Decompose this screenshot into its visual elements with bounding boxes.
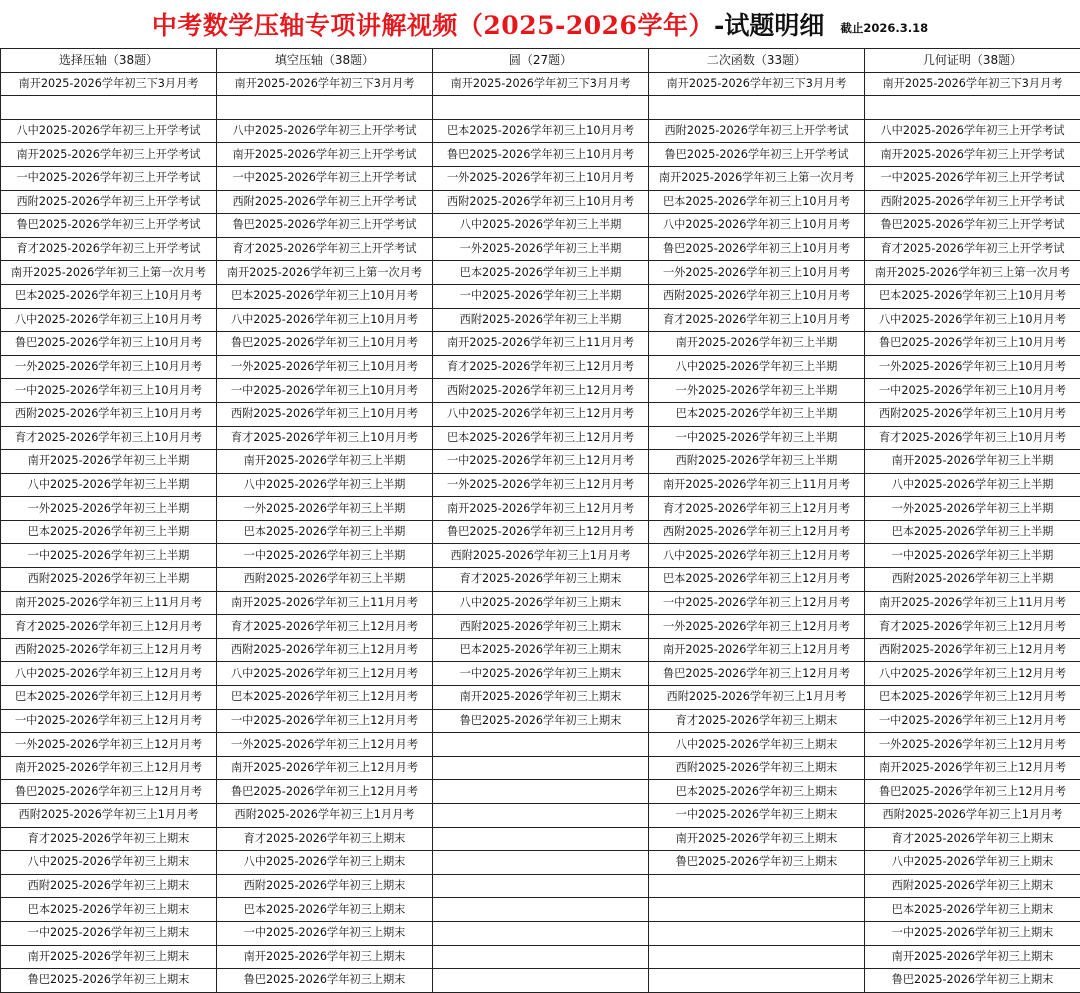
table-cell: 南开2025-2026学年初三上12月月考 [217, 756, 433, 780]
table-cell: 育才2025-2026学年初三上10月月考 [217, 426, 433, 450]
table-cell: 八中2025-2026学年初三上期末 [865, 851, 1080, 875]
table-row [1, 308, 1080, 332]
table-cell: 一中2025-2026学年初三上开学考试 [865, 166, 1080, 190]
table-cell: 巴本2025-2026学年初三上半期 [1, 520, 217, 544]
table-cell: 南开2025-2026学年初三上第一次月考 [1, 261, 217, 285]
table-row [1, 709, 1080, 733]
table-cell: 南开2025-2026学年初三下3月月考 [649, 72, 865, 96]
table-row [1, 379, 1080, 403]
table-cell [433, 851, 649, 875]
table-cell: 一中2025-2026学年初三上12月月考 [433, 450, 649, 474]
table-cell: 巴本2025-2026学年初三上期末 [1, 898, 217, 922]
table-cell: 鲁巴2025-2026学年初三上期末 [1, 969, 217, 993]
table-cell: 巴本2025-2026学年初三上12月月考 [217, 686, 433, 710]
table-row [1, 166, 1080, 190]
table-cell: 南开2025-2026学年初三上11月月考 [649, 473, 865, 497]
table-cell: 巴本2025-2026学年初三上期末 [433, 638, 649, 662]
table-cell: 一外2025-2026学年初三上12月月考 [1, 733, 217, 757]
table-cell [433, 733, 649, 757]
table-cell: 西附2025-2026学年初三上1月月考 [865, 804, 1080, 828]
table-cell: 西附2025-2026学年初三上12月月考 [649, 520, 865, 544]
table-row [1, 119, 1080, 143]
table-cell: 八中2025-2026学年初三上半期 [865, 473, 1080, 497]
table-cell: 南开2025-2026学年初三上半期 [865, 450, 1080, 474]
table-cell [433, 969, 649, 993]
table-cell: 南开2025-2026学年初三上开学考试 [1, 143, 217, 167]
table-cell: 鲁巴2025-2026学年初三上10月月考 [865, 332, 1080, 356]
table-cell: 西附2025-2026学年初三上开学考试 [865, 190, 1080, 214]
table-cell: 南开2025-2026学年初三上第一次月考 [865, 261, 1080, 285]
table-cell: 西附2025-2026学年初三上期末 [1, 874, 217, 898]
table-cell: 一中2025-2026学年初三上期末 [649, 804, 865, 828]
table-cell: 巴本2025-2026学年初三上半期 [649, 402, 865, 426]
table-cell: 育才2025-2026学年初三上期末 [217, 827, 433, 851]
column-header-choice: 选择压轴（38题） [1, 49, 217, 73]
table-cell: 一中2025-2026学年初三上开学考试 [217, 166, 433, 190]
table-cell [865, 96, 1080, 120]
table-cell: 南开2025-2026学年初三上开学考试 [865, 143, 1080, 167]
table-cell: 一中2025-2026学年初三上10月月考 [1, 379, 217, 403]
table-cell: 南开2025-2026学年初三上12月月考 [1, 756, 217, 780]
table-header-row [1, 49, 1080, 73]
table-cell: 育才2025-2026学年初三上10月月考 [865, 426, 1080, 450]
table-row [1, 780, 1080, 804]
table-cell: 一外2025-2026学年初三上10月月考 [433, 166, 649, 190]
table-row [1, 615, 1080, 639]
column-header-geometry: 几何证明（38题） [865, 49, 1080, 73]
table-cell: 鲁巴2025-2026学年初三上10月月考 [433, 143, 649, 167]
table-cell: 巴本2025-2026学年初三上12月月考 [433, 426, 649, 450]
table-cell: 南开2025-2026学年初三上期末 [1, 945, 217, 969]
table-cell: 八中2025-2026学年初三上半期 [217, 473, 433, 497]
table-cell: 鲁巴2025-2026学年初三上12月月考 [217, 780, 433, 804]
table-cell [433, 945, 649, 969]
table-cell: 育才2025-2026学年初三上10月月考 [1, 426, 217, 450]
table-cell: 一外2025-2026学年初三上10月月考 [649, 261, 865, 285]
table-cell: 育才2025-2026学年初三上期末 [649, 709, 865, 733]
table-cell: 八中2025-2026学年初三上期末 [649, 733, 865, 757]
table-row [1, 851, 1080, 875]
table-row [1, 450, 1080, 474]
table-row [1, 827, 1080, 851]
table-row [1, 874, 1080, 898]
table-cell [649, 921, 865, 945]
table-cell: 南开2025-2026学年初三上半期 [1, 450, 217, 474]
table-row [1, 544, 1080, 568]
table-cell: 一中2025-2026学年初三上10月月考 [217, 379, 433, 403]
table-row [1, 261, 1080, 285]
table-cell: 西附2025-2026学年初三上半期 [433, 308, 649, 332]
table-cell: 一中2025-2026学年初三上12月月考 [1, 709, 217, 733]
table-cell: 一外2025-2026学年初三上12月月考 [217, 733, 433, 757]
table-cell: 南开2025-2026学年初三上期末 [217, 945, 433, 969]
table-row [1, 969, 1080, 993]
table-cell: 西附2025-2026学年初三上开学考试 [1, 190, 217, 214]
table-cell: 南开2025-2026学年初三下3月月考 [433, 72, 649, 96]
table-cell: 南开2025-2026学年初三上半期 [649, 332, 865, 356]
table-cell: 一外2025-2026学年初三上12月月考 [865, 733, 1080, 757]
table-cell [649, 874, 865, 898]
table-cell: 八中2025-2026学年初三上开学考试 [865, 119, 1080, 143]
table-cell: 巴本2025-2026学年初三上12月月考 [1, 686, 217, 710]
table-cell: 一中2025-2026学年初三上开学考试 [1, 166, 217, 190]
table-cell: 八中2025-2026学年初三上期末 [433, 591, 649, 615]
table-cell: 八中2025-2026学年初三上10月月考 [1, 308, 217, 332]
cutoff-date: 截止2026.3.18 [840, 20, 928, 36]
table-cell: 一外2025-2026学年初三上半期 [649, 379, 865, 403]
table-cell: 西附2025-2026学年初三上10月月考 [865, 402, 1080, 426]
table-cell: 西附2025-2026学年初三上期末 [649, 756, 865, 780]
table-cell: 南开2025-2026学年初三上期末 [865, 945, 1080, 969]
page-title-suffix: -试题明细 [714, 6, 824, 42]
exam-table [0, 48, 1080, 993]
table-cell: 一外2025-2026学年初三上10月月考 [1, 355, 217, 379]
table-cell: 一中2025-2026学年初三上12月月考 [649, 591, 865, 615]
table-cell: 一中2025-2026学年初三上半期 [865, 544, 1080, 568]
table-cell: 西附2025-2026学年初三上1月月考 [649, 686, 865, 710]
table-cell: 八中2025-2026学年初三上10月月考 [649, 214, 865, 238]
table-cell: 鲁巴2025-2026学年初三上开学考试 [217, 214, 433, 238]
table-cell: 巴本2025-2026学年初三上半期 [865, 520, 1080, 544]
table-cell: 育才2025-2026学年初三上期末 [1, 827, 217, 851]
table-cell: 一中2025-2026学年初三上期末 [217, 921, 433, 945]
table-row [1, 686, 1080, 710]
table-cell: 西附2025-2026学年初三上12月月考 [865, 638, 1080, 662]
table-cell: 巴本2025-2026学年初三上半期 [217, 520, 433, 544]
table-row [1, 473, 1080, 497]
table-cell: 西附2025-2026学年初三上1月月考 [1, 804, 217, 828]
table-cell: 巴本2025-2026学年初三上10月月考 [217, 284, 433, 308]
table-cell: 八中2025-2026学年初三上12月月考 [1, 662, 217, 686]
table-row [1, 804, 1080, 828]
table-cell [433, 780, 649, 804]
table-cell: 南开2025-2026学年初三上半期 [217, 450, 433, 474]
table-cell: 八中2025-2026学年初三上期末 [1, 851, 217, 875]
table-cell: 一中2025-2026学年初三上半期 [433, 284, 649, 308]
table-cell: 八中2025-2026学年初三上12月月考 [865, 662, 1080, 686]
table-row [1, 662, 1080, 686]
table-cell [433, 898, 649, 922]
table-cell: 南开2025-2026学年初三下3月月考 [865, 72, 1080, 96]
table-row [1, 756, 1080, 780]
table-cell: 巴本2025-2026学年初三上10月月考 [649, 190, 865, 214]
table-body [1, 72, 1080, 992]
table-cell: 一中2025-2026学年初三上半期 [649, 426, 865, 450]
table-row [1, 426, 1080, 450]
table-cell: 巴本2025-2026学年初三上10月月考 [865, 284, 1080, 308]
table-cell: 西附2025-2026学年初三上12月月考 [433, 379, 649, 403]
table-cell: 巴本2025-2026学年初三上12月月考 [865, 686, 1080, 710]
table-cell [433, 827, 649, 851]
table-row [1, 921, 1080, 945]
table-cell: 鲁巴2025-2026学年初三上期末 [433, 709, 649, 733]
table-cell: 一中2025-2026学年初三上半期 [217, 544, 433, 568]
table-cell: 西附2025-2026学年初三上期末 [217, 874, 433, 898]
table-cell: 鲁巴2025-2026学年初三上12月月考 [649, 662, 865, 686]
table-cell: 西附2025-2026学年初三上半期 [1, 568, 217, 592]
table-cell: 八中2025-2026学年初三上期末 [217, 851, 433, 875]
table-cell: 一外2025-2026学年初三上10月月考 [217, 355, 433, 379]
table-cell [1, 96, 217, 120]
table-row [1, 733, 1080, 757]
table-cell: 一外2025-2026学年初三上半期 [433, 237, 649, 261]
table-cell: 鲁巴2025-2026学年初三上10月月考 [217, 332, 433, 356]
table-cell: 育才2025-2026学年初三上开学考试 [217, 237, 433, 261]
table-cell: 鲁巴2025-2026学年初三上开学考试 [865, 214, 1080, 238]
table-cell: 八中2025-2026学年初三上10月月考 [217, 308, 433, 332]
table-cell: 育才2025-2026学年初三上12月月考 [649, 497, 865, 521]
table-cell: 育才2025-2026学年初三上12月月考 [865, 615, 1080, 639]
table-cell [433, 804, 649, 828]
table-cell: 西附2025-2026学年初三上期末 [865, 874, 1080, 898]
table-cell [433, 874, 649, 898]
table-cell: 巴本2025-2026学年初三上10月月考 [433, 119, 649, 143]
table-cell: 西附2025-2026学年初三上期末 [433, 615, 649, 639]
table-cell: 鲁巴2025-2026学年初三上10月月考 [1, 332, 217, 356]
table-cell: 南开2025-2026学年初三上12月月考 [433, 497, 649, 521]
table-cell: 南开2025-2026学年初三上期末 [433, 686, 649, 710]
table-cell: 南开2025-2026学年初三上第一次月考 [217, 261, 433, 285]
table-cell: 南开2025-2026学年初三下3月月考 [1, 72, 217, 96]
table-cell: 西附2025-2026学年初三上1月月考 [217, 804, 433, 828]
table-cell: 一中2025-2026学年初三上12月月考 [865, 709, 1080, 733]
table-cell: 西附2025-2026学年初三上开学考试 [217, 190, 433, 214]
table-cell: 一中2025-2026学年初三上期末 [865, 921, 1080, 945]
table-cell: 鲁巴2025-2026学年初三上10月月考 [649, 237, 865, 261]
table-cell: 西附2025-2026学年初三上半期 [649, 450, 865, 474]
table-cell: 一外2025-2026学年初三上半期 [217, 497, 433, 521]
table-cell: 一中2025-2026学年初三上期末 [1, 921, 217, 945]
table-cell: 育才2025-2026学年初三上12月月考 [217, 615, 433, 639]
table-cell [433, 756, 649, 780]
page-title: 中考数学压轴专项讲解视频（2025-2026学年） [152, 6, 714, 42]
table-cell: 鲁巴2025-2026学年初三上开学考试 [1, 214, 217, 238]
table-cell: 南开2025-2026学年初三上11月月考 [217, 591, 433, 615]
table-cell: 西附2025-2026学年初三上10月月考 [433, 190, 649, 214]
table-cell: 鲁巴2025-2026学年初三上12月月考 [865, 780, 1080, 804]
table-cell: 育才2025-2026学年初三上期末 [865, 827, 1080, 851]
table-cell: 鲁巴2025-2026学年初三上期末 [649, 851, 865, 875]
table-row [1, 520, 1080, 544]
table-cell: 育才2025-2026学年初三上10月月考 [649, 308, 865, 332]
table-row [1, 190, 1080, 214]
table-cell: 南开2025-2026学年初三上期末 [649, 827, 865, 851]
table-cell: 一外2025-2026学年初三上半期 [865, 497, 1080, 521]
table-cell: 南开2025-2026学年初三下3月月考 [217, 72, 433, 96]
table-row [1, 898, 1080, 922]
table-cell [433, 921, 649, 945]
table-row [1, 96, 1080, 120]
table-row [1, 568, 1080, 592]
table-cell: 育才2025-2026学年初三上开学考试 [1, 237, 217, 261]
column-header-fill-blank: 填空压轴（38题） [217, 49, 433, 73]
table-row [1, 332, 1080, 356]
table-cell: 西附2025-2026学年初三上1月月考 [433, 544, 649, 568]
table-cell: 南开2025-2026学年初三上12月月考 [865, 756, 1080, 780]
table-cell: 八中2025-2026学年初三上开学考试 [217, 119, 433, 143]
table-cell: 八中2025-2026学年初三上半期 [1, 473, 217, 497]
table-cell: 一外2025-2026学年初三上12月月考 [433, 473, 649, 497]
table-cell [649, 898, 865, 922]
table-cell: 南开2025-2026学年初三上第一次月考 [649, 166, 865, 190]
table-cell: 南开2025-2026学年初三上12月月考 [649, 638, 865, 662]
table-cell: 西附2025-2026学年初三上10月月考 [649, 284, 865, 308]
table-cell: 南开2025-2026学年初三上11月月考 [1, 591, 217, 615]
table-cell: 八中2025-2026学年初三上10月月考 [865, 308, 1080, 332]
table-row [1, 284, 1080, 308]
table-cell: 巴本2025-2026学年初三上期末 [865, 898, 1080, 922]
table-row [1, 497, 1080, 521]
table-cell: 巴本2025-2026学年初三上10月月考 [1, 284, 217, 308]
table-cell: 西附2025-2026学年初三上半期 [865, 568, 1080, 592]
table-cell: 鲁巴2025-2026学年初三上期末 [865, 969, 1080, 993]
table-cell: 八中2025-2026学年初三上12月月考 [649, 544, 865, 568]
table-cell: 鲁巴2025-2026学年初三上期末 [217, 969, 433, 993]
table-cell: 南开2025-2026学年初三上11月月考 [433, 332, 649, 356]
table-cell: 一中2025-2026学年初三上期末 [433, 662, 649, 686]
table-cell: 八中2025-2026学年初三上12月月考 [433, 402, 649, 426]
table-cell: 八中2025-2026学年初三上半期 [433, 214, 649, 238]
column-header-circle: 圆（27题） [433, 49, 649, 73]
table-cell: 西附2025-2026学年初三上12月月考 [1, 638, 217, 662]
table-cell: 鲁巴2025-2026学年初三上12月月考 [1, 780, 217, 804]
table-cell: 育才2025-2026学年初三上12月月考 [1, 615, 217, 639]
table-cell: 一外2025-2026学年初三上半期 [1, 497, 217, 521]
table-cell: 育才2025-2026学年初三上12月月考 [433, 355, 649, 379]
table-cell: 西附2025-2026学年初三上12月月考 [217, 638, 433, 662]
table-cell [649, 969, 865, 993]
table-cell [433, 96, 649, 120]
table-cell [649, 96, 865, 120]
table-row [1, 402, 1080, 426]
table-row [1, 143, 1080, 167]
table-cell: 鲁巴2025-2026学年初三上12月月考 [433, 520, 649, 544]
table-cell [217, 96, 433, 120]
table-cell: 南开2025-2026学年初三上开学考试 [217, 143, 433, 167]
table-cell: 西附2025-2026学年初三上10月月考 [217, 402, 433, 426]
column-header-quadratic: 二次函数（33题） [649, 49, 865, 73]
table-cell: 八中2025-2026学年初三上半期 [649, 355, 865, 379]
table-cell: 鲁巴2025-2026学年初三上开学考试 [649, 143, 865, 167]
table-cell: 南开2025-2026学年初三上11月月考 [865, 591, 1080, 615]
table-cell: 一外2025-2026学年初三上10月月考 [865, 355, 1080, 379]
table-cell: 西附2025-2026学年初三上开学考试 [649, 119, 865, 143]
table-cell [649, 945, 865, 969]
table-cell: 巴本2025-2026学年初三上期末 [649, 780, 865, 804]
table-row [1, 72, 1080, 96]
table-row [1, 591, 1080, 615]
table-cell: 西附2025-2026学年初三上半期 [217, 568, 433, 592]
title-bar [0, 0, 1080, 47]
table-cell: 育才2025-2026学年初三上开学考试 [865, 237, 1080, 261]
table-row [1, 355, 1080, 379]
table-row [1, 214, 1080, 238]
table-cell: 一中2025-2026学年初三上10月月考 [865, 379, 1080, 403]
table-cell: 育才2025-2026学年初三上期末 [433, 568, 649, 592]
table-cell: 八中2025-2026学年初三上开学考试 [1, 119, 217, 143]
table-cell: 西附2025-2026学年初三上10月月考 [1, 402, 217, 426]
table-row [1, 237, 1080, 261]
table-cell: 一中2025-2026学年初三上半期 [1, 544, 217, 568]
table-cell: 巴本2025-2026学年初三上12月月考 [649, 568, 865, 592]
table-cell: 八中2025-2026学年初三上12月月考 [217, 662, 433, 686]
table-cell: 巴本2025-2026学年初三上期末 [217, 898, 433, 922]
table-cell: 一中2025-2026学年初三上12月月考 [217, 709, 433, 733]
table-cell: 一外2025-2026学年初三上12月月考 [649, 615, 865, 639]
table-row [1, 945, 1080, 969]
table-cell: 巴本2025-2026学年初三上半期 [433, 261, 649, 285]
table-row [1, 638, 1080, 662]
